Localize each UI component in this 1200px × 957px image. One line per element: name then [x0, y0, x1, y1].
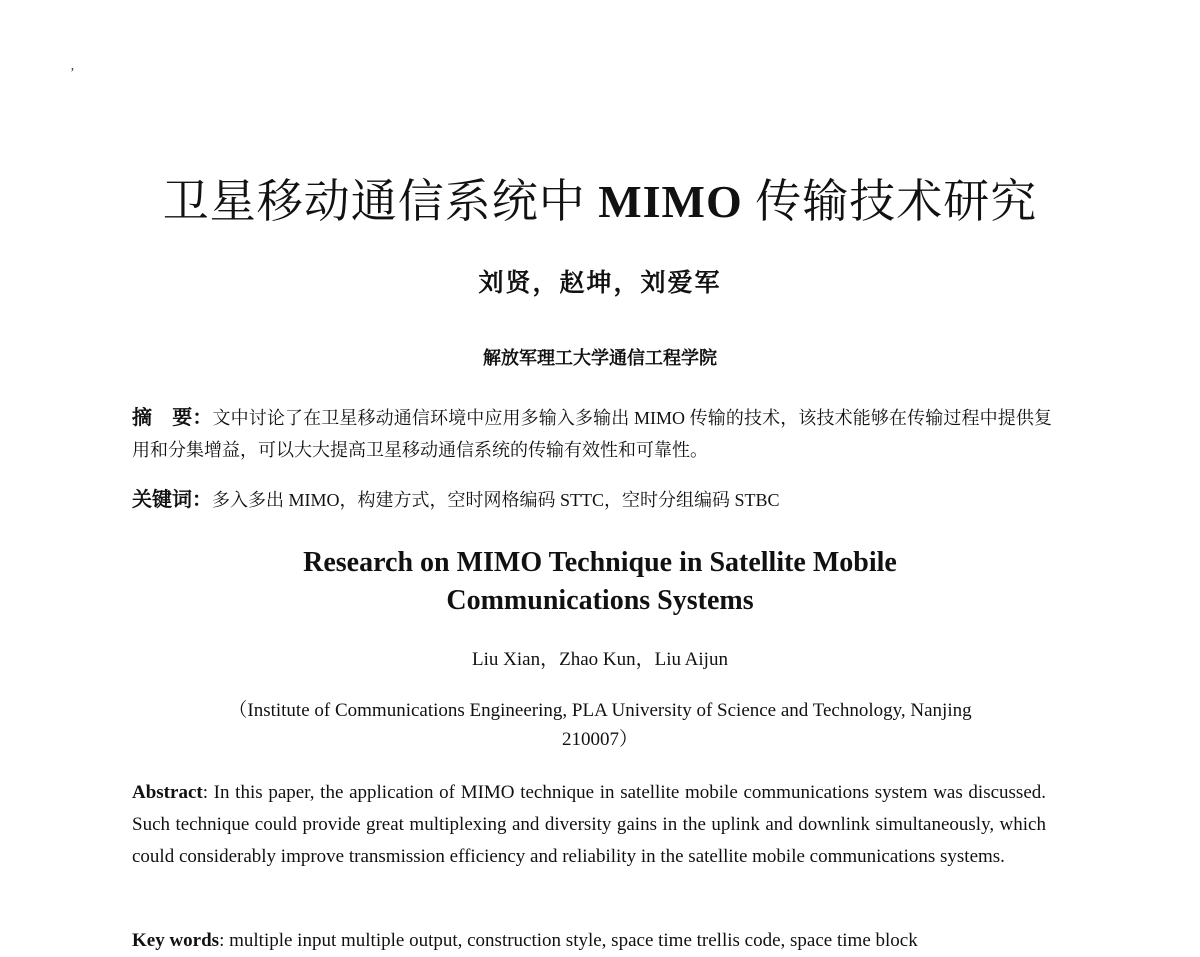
english-title-line2: Communications Systems: [446, 585, 754, 616]
english-title-line1: Research on MIMO Technique in Satellite Mobile: [303, 547, 897, 578]
chinese-affiliation: 解放军理工大学通信工程学院: [483, 348, 717, 368]
chinese-abstract-label: 摘 要：: [132, 407, 213, 429]
english-keywords-text: : multiple input multiple output, construction style, space time trellis code, space time block: [219, 930, 918, 951]
scan-mark: ’: [70, 66, 75, 81]
chinese-authors: 刘贤，赵坤，刘爱军: [478, 270, 722, 297]
english-authors: Liu Xian，Zhao Kun，Liu Aijun: [472, 649, 728, 670]
chinese-title-part2: 传输技术研究: [755, 176, 1038, 227]
chinese-keywords-text: 多入多出 MIMO，构建方式，空时网格编码 STTC，空时分组编码 STBC: [212, 490, 780, 510]
chinese-keywords: [132, 484, 1052, 516]
english-affiliation: [150, 696, 1050, 754]
english-keywords: [132, 925, 1062, 957]
english-keywords-label: Key words: [132, 930, 220, 951]
english-affiliation-line2: 210007）: [561, 729, 638, 750]
chinese-title: [0, 172, 1200, 232]
english-abstract-text: : In this paper, the application of MIMO technique in satellite mobile communications system was discussed. Such technique could provide great multiplexing and diversity gains in the uplink and downlink simultaneously, which could considerably improve transmission efficiency and reliability in the satellite mobile communications systems.: [132, 782, 1046, 867]
english-abstract-label: Abstract: [132, 782, 203, 803]
english-abstract: [132, 777, 1046, 873]
chinese-title-latin: MIMO: [598, 176, 743, 227]
chinese-keywords-label: 关键词：: [132, 489, 212, 511]
chinese-abstract-text: 文中讨论了在卫星移动通信环境中应用多输入多输出 MIMO 传输的技术，该技术能够在传输过程中提供复用和分集增益，可以大大提高卫星移动通信系统的传输有效性和可靠性。: [132, 408, 1052, 460]
chinese-title-part1: 卫星移动通信系统中: [162, 176, 586, 227]
chinese-abstract: [132, 402, 1052, 466]
english-affiliation-line1: （Institute of Communications Engineering, PLA University of Science and Technology, Nanjing: [228, 700, 972, 721]
english-title: [0, 544, 1200, 620]
